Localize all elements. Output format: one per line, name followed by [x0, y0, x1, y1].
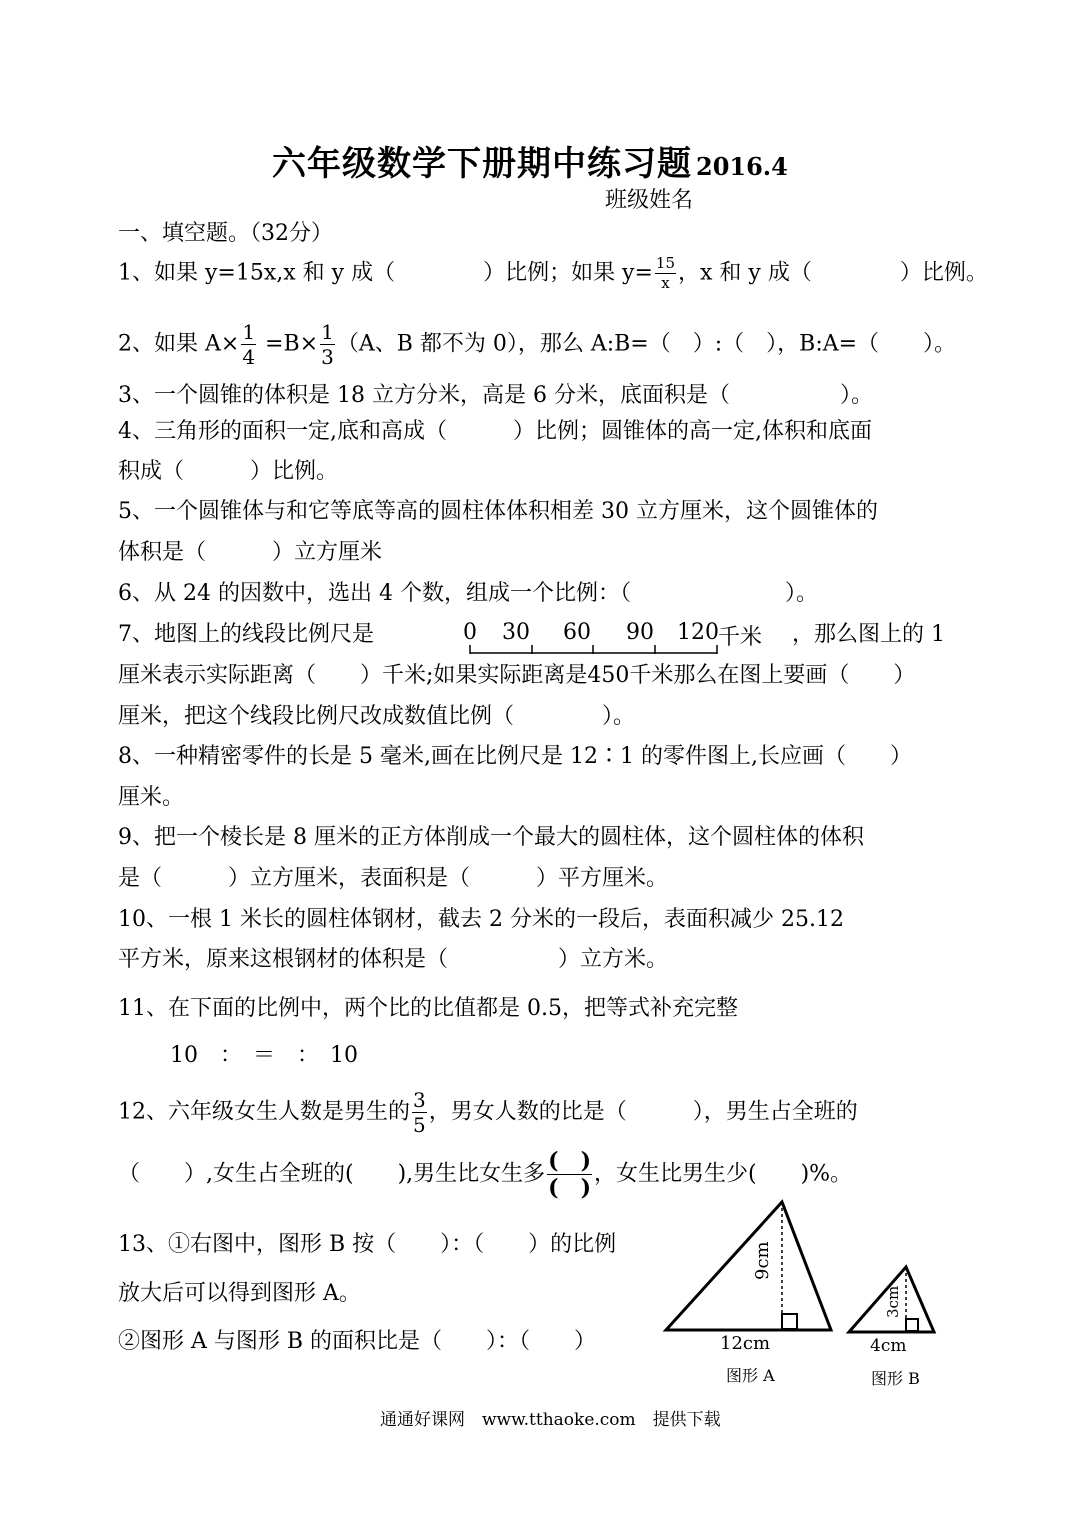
question-10-line-2: 平方米，原来这根钢材的体积是（ ）立方米。 — [118, 947, 669, 972]
question-5-line-2: 体积是（ ）立方厘米 — [118, 540, 383, 565]
question-3: 3、一个圆锥的体积是 18 立方分米，高是 6 分米，底面积是（ ）。 — [118, 383, 873, 408]
figure-b-height-label: 3cm — [884, 1285, 902, 1318]
question-2: 2、如果 A× $\frac{1}{4}$ =B× $\frac{1}{3}$ （A、B 都不为 0），那么 A:B=（ ）:（ ），B:A=（ ）。 — [118, 320, 957, 369]
title-main: 六年级数学下册期中练习题 — [272, 144, 692, 184]
page-title — [272, 136, 788, 185]
scale-tick-label: 120 — [677, 620, 719, 645]
question-8-line-2: 厘米。 — [118, 785, 185, 810]
scale-unit: 千米 — [718, 625, 763, 650]
figure-a-base-label: 12cm — [720, 1333, 771, 1354]
question-13-line-1: 13、①右图中，图形 B 按（ ）：（ ）的比例 — [118, 1232, 617, 1257]
figure-a-height-label: 9cm — [752, 1241, 773, 1280]
scale-tick-label: 60 — [563, 620, 591, 645]
footer-text: 通通好课网 www.tthaoke.com 提供下载 — [380, 1410, 721, 1430]
fraction: $\frac{1}{3}$ — [321, 320, 334, 369]
question-6: 6、从 24 的因数中，选出 4 个数，组成一个比例：（ ）。 — [118, 581, 818, 606]
question-1: 1、如果 y=15x,x 和 y 成（ ）比例；如果 y= $\frac{15}{x}$ ，x 和 y 成（ ）比例。 — [118, 254, 988, 292]
question-12-line-1: 12、六年级女生人数是男生的 $\frac{3}{5}$ ，男女人数的比是（ ），男生占全班的 — [118, 1088, 858, 1137]
question-9-line-2: 是（ ）立方厘米，表面积是（ ）平方厘米。 — [118, 866, 669, 891]
question-5-line-1: 5、一个圆锥体与和它等底等高的圆柱体体积相差 30 立方厘米，这个圆锥体的 — [118, 499, 878, 524]
fraction: $\frac{3}{5}$ — [413, 1088, 426, 1137]
class-name-label: 班级姓名 — [605, 188, 694, 213]
question-7-part-b: ，那么图上的 1 — [792, 622, 945, 647]
question-11-equation: 10 ： ＝ ： 10 — [170, 1043, 358, 1068]
figure-a-caption: 图形 A — [726, 1366, 775, 1385]
question-11-line-1: 11、在下面的比例中，两个比的比值都是 0.5，把等式补充完整 — [118, 996, 738, 1021]
question-13-line-2: 放大后可以得到图形 A。 — [118, 1281, 361, 1306]
question-10-line-1: 10、一根 1 米长的圆柱体钢材，截去 2 分米的一段后，表面积减少 25.12 — [118, 907, 844, 932]
fraction: $\frac{15}{x}$ — [655, 254, 676, 292]
question-9-line-1: 9、把一个棱长是 8 厘米的正方体削成一个最大的圆柱体，这个圆柱体的体积 — [118, 825, 864, 850]
triangle-figure-a — [660, 1195, 840, 1335]
scale-tick-label: 90 — [626, 620, 654, 645]
section-heading: 一、填空题。（32分） — [118, 221, 333, 246]
title-date: 2016.4 — [696, 152, 788, 181]
figure-b-caption: 图形 B — [871, 1369, 920, 1388]
question-8-line-1: 8、一种精密零件的长是 5 毫米,画在比例尺是 12∶1 的零件图上,长应画（ ） — [118, 744, 912, 769]
fraction: $\frac{1}{4}$ — [242, 320, 256, 369]
blank-fraction: $\frac{( )}{( )}$ — [548, 1148, 591, 1201]
question-4-line-2: 积成（ ）比例。 — [118, 459, 339, 484]
question-4-line-1: 4、三角形的面积一定,底和高成（ ）比例；圆锥体的高一定,体积和底面 — [118, 419, 872, 444]
scale-tick-label: 0 — [463, 620, 477, 645]
question-7-line-3: 厘米，把这个线段比例尺改成数值比例（ ）。 — [118, 704, 636, 729]
scale-tick-label: 30 — [502, 620, 530, 645]
question-12-line-2: （ ）,女生占全班的( ),男生比女生多 $\frac{( )}{( )}$ ，女生比男生少( )%。 — [118, 1148, 853, 1201]
question-13-line-3: ②图形 A 与图形 B 的面积比是（ ）：（ ） — [118, 1329, 597, 1354]
question-7-line-2: 厘米表示实际距离（ ）千米;如果实际距离是450千米那么在图上要画（ ） — [118, 663, 916, 688]
question-7-part-a: 7、地图上的线段比例尺是 — [118, 622, 374, 647]
figure-b-base-label: 4cm — [870, 1336, 907, 1356]
